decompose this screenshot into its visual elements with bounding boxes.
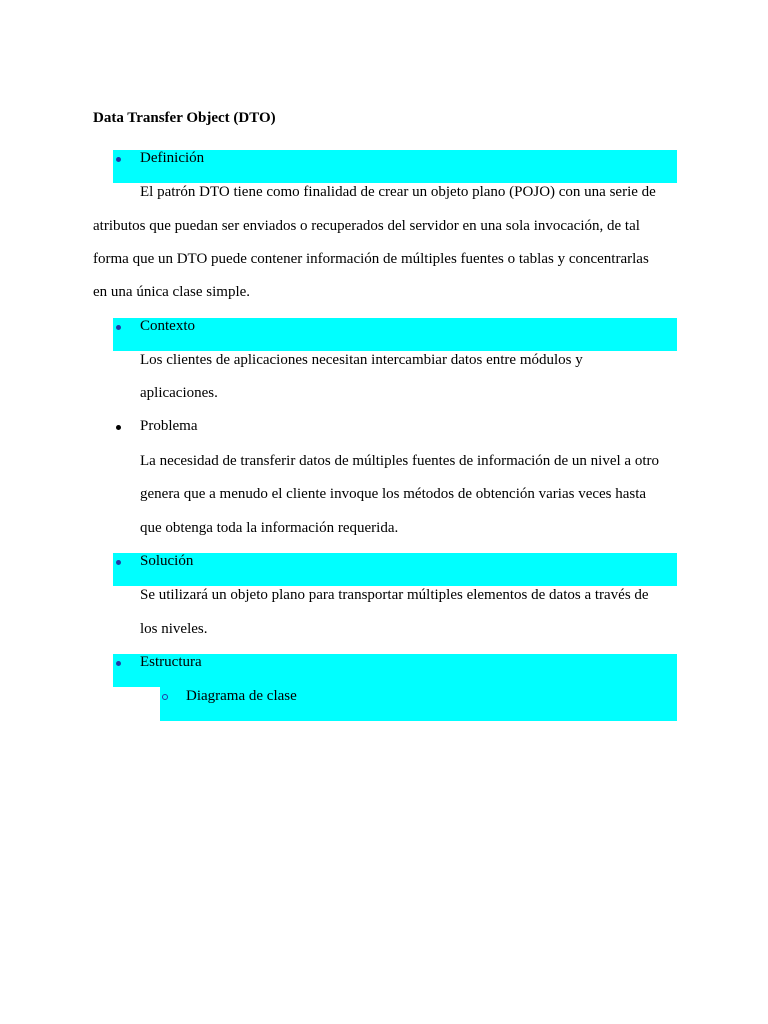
paragraph-line: Los clientes de aplicaciones necesitan intercambiar datos entre módulos y bbox=[140, 352, 583, 368]
paragraph-line: El patrón DTO tiene como finalidad de crear un objeto plano (POJO) con una serie de bbox=[140, 184, 656, 200]
section-heading-solucion: Solución bbox=[140, 553, 194, 569]
bullet-icon bbox=[116, 560, 121, 565]
paragraph-line: aplicaciones. bbox=[140, 385, 218, 401]
paragraph-line: en una única clase simple. bbox=[93, 284, 251, 300]
highlight-solucion bbox=[113, 553, 677, 586]
paragraph-line: La necesidad de transferir datos de múltiples fuentes de información de un nivel a otro bbox=[140, 453, 659, 469]
paragraph-line: genera que a menudo el cliente invoque los métodos de obtención varias veces hasta bbox=[140, 486, 647, 502]
sub-item-diagrama-de-clase: Diagrama de clase bbox=[186, 688, 297, 704]
section-heading-problema: Problema bbox=[140, 418, 198, 434]
highlight-contexto bbox=[113, 318, 677, 351]
section-heading-definicion: Definición bbox=[140, 150, 205, 166]
section-heading-estructura: Estructura bbox=[140, 654, 202, 670]
document-title: Data Transfer Object (DTO) bbox=[93, 110, 276, 126]
paragraph-line: los niveles. bbox=[140, 621, 208, 637]
bullet-icon bbox=[116, 157, 121, 162]
bullet-icon bbox=[116, 425, 121, 430]
paragraph-line: forma que un DTO puede contener información de múltiples fuentes o tablas y concentrarlas bbox=[93, 251, 649, 267]
bullet-icon bbox=[116, 661, 121, 666]
bullet-icon bbox=[116, 325, 121, 330]
paragraph-line: Se utilizará un objeto plano para transportar múltiples elementos de datos a través de bbox=[140, 587, 649, 603]
paragraph-line: atributos que puedan ser enviados o recuperados del servidor en una sola invocación, de tal bbox=[93, 218, 640, 234]
section-heading-contexto: Contexto bbox=[140, 318, 195, 334]
sub-bullet-icon bbox=[162, 694, 168, 700]
paragraph-line: que obtenga toda la información requerida. bbox=[140, 520, 399, 536]
